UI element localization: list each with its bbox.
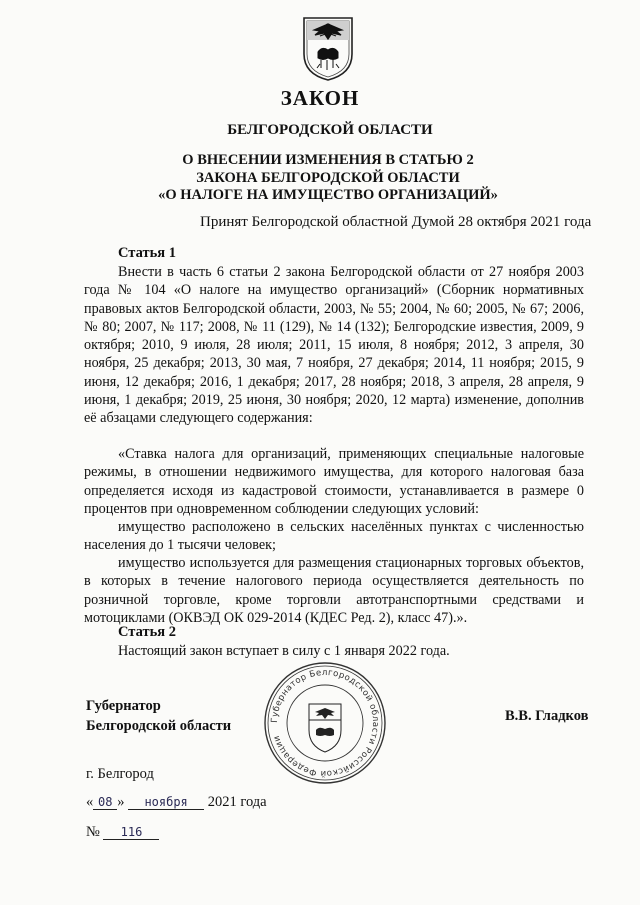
law-subject	[8, 152, 640, 205]
signatory-name: В.В. Гладков	[505, 708, 589, 724]
signatory-position-line: Белгородской области	[86, 718, 232, 734]
number-value: 116	[103, 825, 159, 840]
date-year: 2021 года	[207, 794, 267, 810]
signing-date	[86, 794, 267, 811]
signatory-position-line: Губернатор	[86, 698, 161, 714]
date-day: 08	[93, 795, 117, 810]
law-subject-line: «О НАЛОГЕ НА ИМУЩЕСТВО ОРГАНИЗАЦИЙ»	[158, 187, 498, 203]
article-1-condition-2: имущество используется для размещения стационарных торговых объектов, в которых в течение налогового периода осуществляется деятельность по розничной торговле, кроме торговли автотранспортными средствами и мотоциклами (ОКВЭД ОК 029-2014 (КДЕС Ред. 2), класс 47).».	[84, 555, 584, 626]
official-seal-icon	[262, 660, 388, 786]
law-number	[86, 824, 159, 841]
coat-of-arms-icon	[300, 14, 356, 82]
date-quote-close: »	[117, 794, 125, 810]
place-of-signing: г. Белгород	[86, 766, 154, 782]
number-label: №	[86, 824, 100, 840]
law-subject-line: ЗАКОНА БЕЛГОРОДСКОЙ ОБЛАСТИ	[196, 169, 460, 186]
law-subject-line: О ВНЕСЕНИИ ИЗМЕНЕНИЯ В СТАТЬЮ 2	[182, 152, 474, 168]
region-title: БЕЛГОРОДСКОЙ ОБЛАСТИ	[227, 122, 433, 138]
svg-text:Губернатор Белгородской област	[270, 668, 380, 778]
adoption-note: Принят Белгородской областной Думой 28 октября 2021 года	[200, 214, 592, 230]
article-1-intro: Внести в часть 6 статьи 2 закона Белгородской области от 27 ноября 2003 года № 104 «О налоге на имущество организаций» (Сборник нормативных правовых актов Белгородской области, 2003, № 55; 2004, № 60; 2005, № 67; 2006, № 80; 2007, № 117; 2008, № 11 (129), № 14 (132); Белгородские известия, 2009, 9 октября; 2010, 9 июля, 28 июля; 2011, 15 июля, 8 ноября; 2012, 3 апреля, 30 ноября, 25 декабря; 2013, 30 мая, 7 ноября, 27 декабря; 2014, 11 ноября; 2015, 9 июня, 12 декабря; 2016, 1 декабря; 2017, 28 ноября; 2018, 3 апреля, 28 апреля, 9 июня, 1 декабря; 2019, 25 июня, 30 ноября; 2020, 12 марта) изменение, дополнив её абзацами следующего содержания:	[84, 264, 584, 427]
date-month: ноября	[128, 795, 204, 810]
seal-text: Губернатор Белгородской области Российской Федерации	[269, 667, 381, 779]
article-1-quote: «Ставка налога для организаций, применяющих специальные налоговые режимы, в отношении недвижимого имущества, для которого налоговая база определяется исходя из кадастровой стоимости, устанавливается в размере 0 процентов при одновременном соблюдении следующих условий:	[84, 446, 584, 517]
signatory-position	[86, 696, 231, 736]
article-2-text: Настоящий закон вступает в силу с 1 января 2022 года.	[118, 643, 450, 659]
article-1-condition-1: имущество расположено в сельских населённых пунктах с численностью населения до 1 тысячи человек;	[84, 519, 584, 554]
article-1-title: Статья 1	[118, 245, 176, 261]
article-2-title: Статья 2	[118, 624, 176, 640]
document-title: ЗАКОН	[280, 86, 360, 110]
date-quote-open: «	[86, 794, 94, 810]
